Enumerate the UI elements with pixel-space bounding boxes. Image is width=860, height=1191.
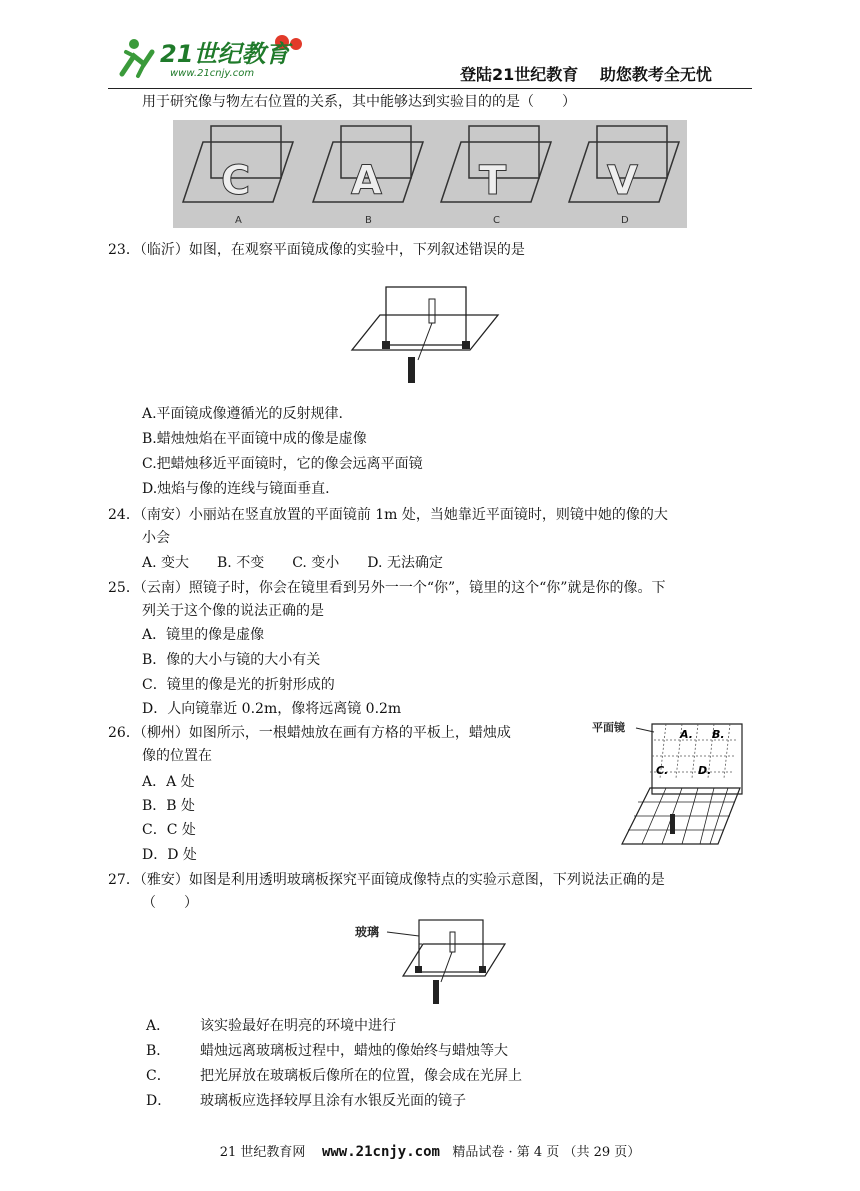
- q22-option-label: B: [365, 215, 372, 226]
- q22-option-diagram: [183, 126, 293, 226]
- q27-option-d-letter: D．: [146, 1093, 172, 1109]
- q26-stem-line1: 26．（柳州）如图所示，一根蜡烛放在画有方格的平板上，蜡烛成: [108, 725, 511, 741]
- svg-text:D.: D.: [698, 764, 712, 777]
- q22-option-letter: V: [607, 158, 638, 204]
- q22-option-label: C: [493, 215, 500, 226]
- q22-option-letter: C: [221, 158, 251, 204]
- q25-stem-line2: 列关于这个像的说法正确的是: [142, 603, 324, 619]
- q26-option-b: B．B 处: [142, 798, 196, 814]
- q22-option-letter: A: [351, 158, 382, 204]
- q24-options: A. 变大 B. 不变 C. 变小 D. 无法确定: [142, 555, 443, 571]
- q27-option-c-letter: C．: [146, 1068, 171, 1084]
- svg-text:C.: C.: [656, 764, 669, 777]
- q23-option-c: C.把蜡烛移近平面镜时，它的像会远离平面镜: [142, 456, 423, 472]
- page-footer: [0, 1141, 860, 1160]
- q24-stem-line2: 小会: [142, 530, 170, 546]
- q26-option-a: A．A 处: [142, 774, 195, 790]
- q27-option-a-letter: A．: [146, 1018, 171, 1034]
- logo-title: 21世纪教育: [160, 40, 290, 68]
- q25-option-a: A．镜里的像是虚像: [142, 627, 265, 643]
- q22-option-label: D: [621, 215, 629, 226]
- svg-text:B.: B.: [712, 728, 725, 741]
- runner-logo-icon: [122, 39, 152, 76]
- q25-option-c: C．镜里的像是光的折射形成的: [142, 677, 335, 693]
- svg-text:A.: A.: [680, 728, 693, 741]
- q26-option-d: D．D 处: [142, 847, 197, 863]
- header-slogan: 登陆21世纪教育 助您教考全无忧: [460, 65, 712, 84]
- q27-option-c: 把光屏放在玻璃板后像所在的位置，像会成在光屏上: [200, 1068, 522, 1084]
- q26-option-c: C．C 处: [142, 822, 196, 838]
- q22-stem: 用于研究像与物左右位置的关系，其中能够达到实验目的的是（ ）: [142, 94, 576, 110]
- q26-figure: [590, 718, 750, 850]
- q23-option-a: A.平面镜成像遵循光的反射规律.: [142, 406, 344, 422]
- q22-figure: [173, 120, 687, 228]
- q24-stem-line1: 24．（南安）小丽站在竖直放置的平面镜前 1m 处，当她靠近平面镜时，则镜中她的像的大: [108, 507, 668, 523]
- footer-page-info: 精品试卷 · 第 4 页 （共 29 页）: [452, 1145, 641, 1160]
- q22-option-label: A: [235, 215, 242, 226]
- q26-stem-line2: 像的位置在: [142, 748, 212, 764]
- q27-option-b: 蜡烛远离玻璃板过程中，蜡烛的像始终与蜡烛等大: [200, 1043, 508, 1059]
- q22-option-diagram: [441, 126, 551, 226]
- q23-figure: [350, 285, 500, 390]
- q27-stem-line2: （ ）: [142, 895, 198, 911]
- q22-option-letter: T: [479, 158, 507, 204]
- candle-icon: [433, 980, 439, 1004]
- q23-stem: 23．（临沂）如图，在观察平面镜成像的实验中，下列叙述错误的是: [108, 242, 525, 258]
- svg-text:平面镜: 平面镜: [592, 721, 625, 734]
- q22-option-diagram: [313, 126, 423, 226]
- q27-option-d: 玻璃板应选择较厚且涂有水银反光面的镜子: [200, 1093, 466, 1109]
- q27-option-a: 该实验最好在明亮的环境中进行: [200, 1018, 396, 1034]
- footer-site: 21 世纪教育网: [219, 1145, 306, 1160]
- q27-option-b-letter: B．: [146, 1043, 171, 1059]
- candle-icon: [408, 357, 415, 383]
- q25-option-b: B．像的大小与镜的大小有关: [142, 652, 321, 668]
- q23-option-b: B.蜡烛烛焰在平面镜中成的像是虚像: [142, 431, 367, 447]
- q25-option-d: D．人向镜靠近 0.2m，像将远离镜 0.2m: [142, 701, 402, 717]
- q22-option-diagram: [569, 126, 679, 226]
- header-divider: [108, 88, 752, 89]
- footer-url[interactable]: www.21cnjy.com: [321, 1144, 440, 1160]
- svg-text:玻璃: 玻璃: [355, 925, 380, 939]
- q25-stem-line1: 25．（云南）照镜子时，你会在镜里看到另外一一个“你”，镜里的这个“你”就是你的像。下: [108, 580, 666, 596]
- logo-url: www.21cnjy.com: [170, 68, 255, 79]
- site-logo: [112, 30, 312, 82]
- q23-option-d: D.烛焰与像的连线与镜面垂直.: [142, 481, 330, 497]
- candle-icon: [670, 814, 675, 834]
- q27-figure: [355, 914, 510, 1009]
- q27-stem-line1: 27．（雅安）如图是利用透明玻璃板探究平面镜成像特点的实验示意图，下列说法正确的是: [108, 872, 665, 888]
